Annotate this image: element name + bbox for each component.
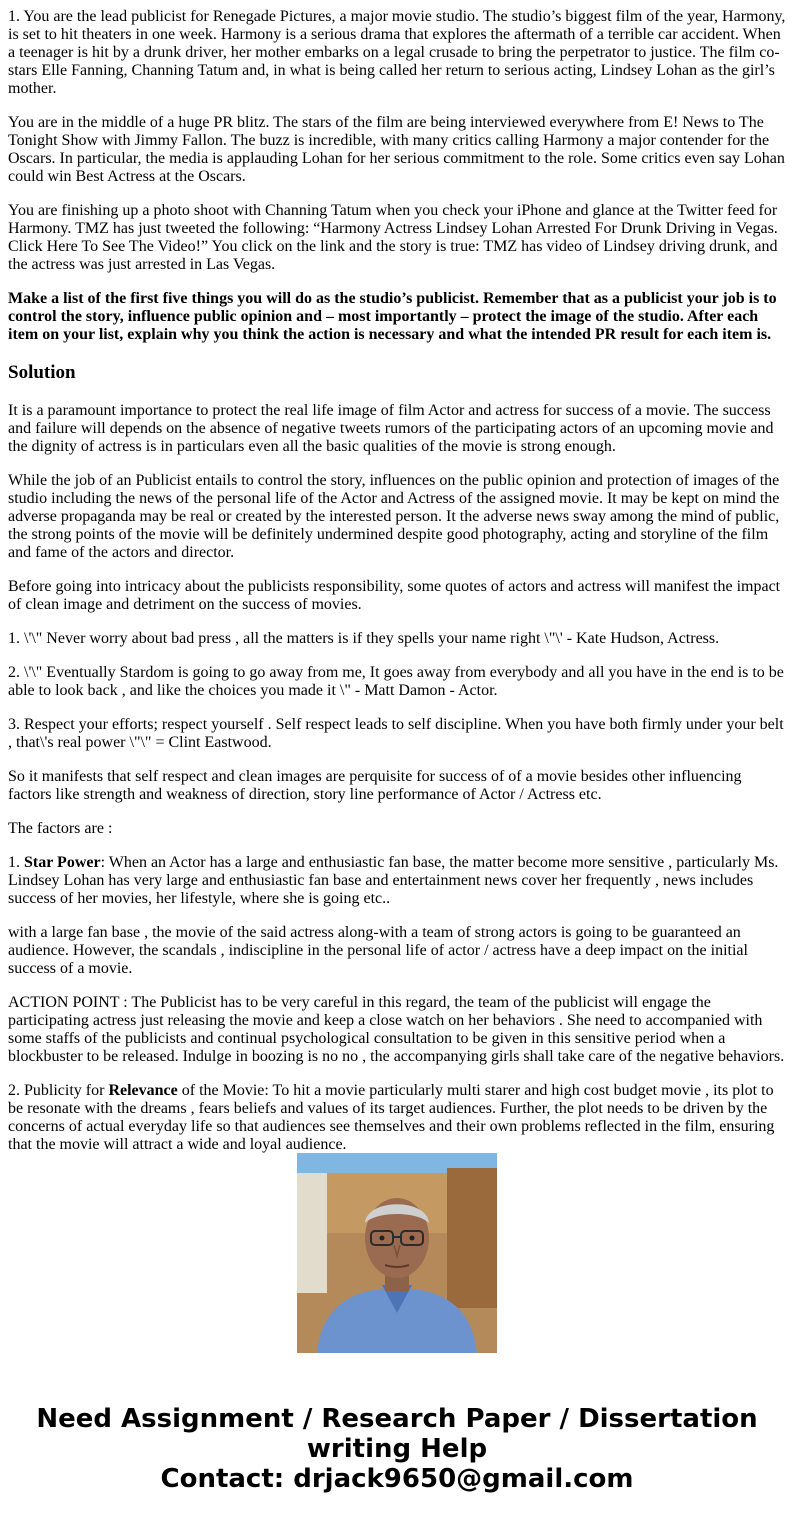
- factors-intro: The factors are :: [8, 820, 113, 837]
- contact-email: Contact: drjack9650@gmail.com: [160, 1464, 634, 1494]
- quote-3: 3. Respect your efforts; respect yourself . Self respect leads to self discipline. When you have both firmly under your belt , that\'s real power \"\" = Clint Eastwood.: [8, 716, 784, 751]
- question-paragraph-3: You are finishing up a photo shoot with Channing Tatum when you check your iPhone and glance at the Twitter feed for Harmony. TMZ has just tweeted the following: “Harmony Actress Lindsey Lohan Arrested For Drunk Driving in Vegas. Click Here To See The Video!” You click on the link and the story is true: TMZ has video of Lindsey driving drunk, and the actress was just arrested in Las Vegas.: [8, 202, 778, 273]
- article-body: [8, 0, 786, 1153]
- author-avatar: [297, 1153, 497, 1353]
- factor-2-text: of the Movie: To hit a movie particularly multi starer and high cost budget movie , its plot to be resonate with the dreams , fears beliefs and values of its target audiences. Further, the plot needs to be driven by the concerns of actual everyday life so that audiences see themselves and their own problems reflected in the film, ensuring that the movie will attract a wide and loyal audience.: [8, 1082, 775, 1153]
- factor-2: [8, 1082, 786, 1154]
- factor-1-number: 1.: [8, 854, 24, 871]
- quote-2: 2. \'\" Eventually Stardom is going to go away from me, It goes away from everybody and all you have in the end is to be able to look back , and like the choices you made it \" - Matt Damon - Actor.: [8, 664, 784, 699]
- banner-line-2: writing Help: [306, 1434, 488, 1464]
- author-portrait-image: [297, 1153, 497, 1353]
- factor-1-text: : When an Actor has a large and enthusiastic fan base, the matter become more sensitive , particularly Ms. Lindsey Lohan has very large and enthusiastic fan base and entertainment news cover her frequently , news includes success of her movies, her lifestyle, where she is going etc..: [8, 854, 779, 907]
- factor-1: [8, 854, 786, 908]
- solution-paragraph-1: It is a paramount importance to protect the real life image of film Actor and actress for success of a movie. The success and failure will depends on the absence of negative tweets rumors of the participating actors of an upcoming movie and the dignity of actress is in particulars even all the basic qualities of the movie is strong enough.: [8, 402, 774, 455]
- contact-banner: [0, 1404, 794, 1494]
- quote-1: 1. \'\" Never worry about bad press , all the matters is if they spells your name right \"\' - Kate Hudson, Actress.: [8, 630, 720, 647]
- solution-paragraph-4: So it manifests that self respect and clean images are perquisite for success of of a movie besides other influencing factors like strength and weakness of direction, story line performance of Actor / Actress etc.: [8, 768, 742, 803]
- solution-paragraph-6: with a large fan base , the movie of the said actress along-with a team of strong actors is going to be guaranteed an audience. However, the scandals , indiscipline in the personal life of actor / actress have a deep impact on the initial success of a movie.: [8, 924, 748, 977]
- solution-paragraph-2: While the job of an Publicist entails to control the story, influences on the public opinion and protection of images of the studio including the news of the personal life of the Actor and Actress of the assigned movie. It may be kept on mind the adverse propaganda may be real or created by the interested person. It the adverse news sway among the mind of public, the strong points of the movie will be definitely undermined despite good photography, acting and storyline of the film and fame of the actors and director.: [8, 472, 780, 561]
- factor-1-title: Star Power: [24, 854, 101, 871]
- question-paragraph-2: You are in the middle of a huge PR blitz. The stars of the film are being interviewed everywhere from E! News to The Tonight Show with Jimmy Fallon. The buzz is incredible, with many critics calling Harmony a major contender for the Oscars. In particular, the media is applauding Lohan for her serious commitment to the role. Some critics even say Lohan could win Best Actress at the Oscars.: [8, 114, 785, 185]
- solution-heading: Solution: [8, 362, 76, 383]
- question-instructions-text: Make a list of the first five things you will do as the studio’s publicist. Remember that as a publicist your job is to control the story, influence public opinion and – most importantly – protect the image of the studio. After each item on your list, explain why you think the action is necessary and what the intended PR result for each item is.: [8, 290, 777, 343]
- solution-paragraph-3: Before going into intricacy about the publicists responsibility, some quotes of actors and actress will manifest the impact of clean image and detriment on the success of movies.: [8, 578, 781, 613]
- action-point: ACTION POINT : The Publicist has to be very careful in this regard, the team of the publicist will engage the participating actress just releasing the movie and keep a close watch on her behaviors . She need to accompanied with some staffs of the publicists and continual psychological consultation to be given in this sensitive period when a blockbuster to be released. Indulge in boozing is no no , the accompanying girls shall take care of the negative behaviors.: [8, 994, 785, 1065]
- banner-line-1: Need Assignment / Research Paper / Dissertation: [36, 1404, 758, 1434]
- factor-2-title: Relevance: [108, 1082, 178, 1099]
- question-paragraph-1: 1. You are the lead publicist for Renegade Pictures, a major movie studio. The studio’s biggest film of the year, Harmony, is set to hit theaters in one week. Harmony is a serious drama that explores the aftermath of a terrible car accident. When a teenager is hit by a drunk driver, her mother embarks on a legal crusade to bring the perpetrator to justice. The film co-stars Elle Fanning, Channing Tatum and, in what is being called her return to serious acting, Lindsey Lohan as the girl’s mother.: [8, 8, 786, 97]
- question-instructions: [8, 290, 786, 344]
- factor-2-number: 2. Publicity for: [8, 1082, 109, 1099]
